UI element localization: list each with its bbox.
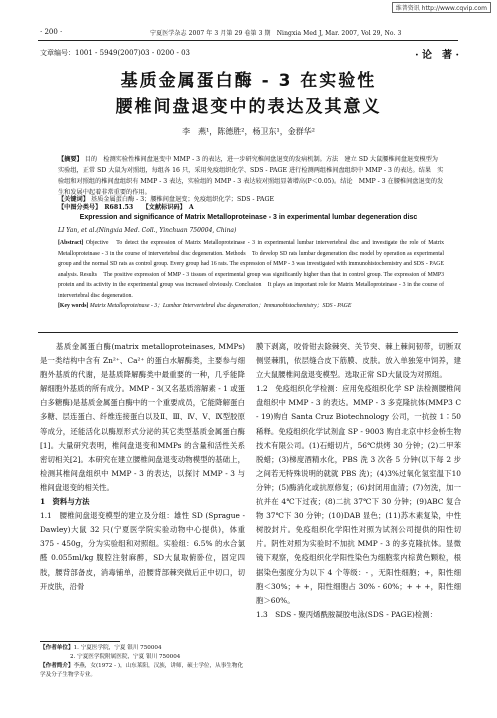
section-label: · 论 著 · [415, 50, 459, 61]
author-bio-label: 【作者简介】 [40, 663, 74, 669]
author-unit-2: 2. 宁夏医学院附属医院，宁夏 银川 750004 [70, 654, 181, 660]
intro-paragraph: 基质金属蛋白酶(matrix metalloproteinases, MMPs)是一类结构中含有 Zn²⁺、Ca²⁺ 的蛋白水解酶类，主要参与细胞外基质的代谢，是基质降解酶类中最重要的一种，几乎能降解细胞外基质的所有成分。MMP - 3(又名基质溶解素 - 1 或蛋白多糖酶)是基质金属蛋白酶中的一个重要成员，它能降解蛋白多糖、层连蛋白、纤维连接蛋白以及Ⅱ、Ⅲ、Ⅳ、Ⅴ、Ⅸ型胶原等成分，还能活化以酶原形式分泌的其它类型基质金属蛋白酶[1]。大量研究表明，椎间盘退变和MMPs 的含量和活性关系密切相关[2]。本研究在建立腰椎间盘退变动物模型的基础上，检测其椎间盘组织中 MMP - 3 的表达，以探讨 MMP - 3 与椎间盘退变的相关性。 [40, 342, 245, 492]
title-line-2: 腰椎间盘退变中的表达及其意义 [115, 97, 382, 117]
subsection-1-1 [40, 509, 245, 594]
author-unit-label: 【作者单位】 [40, 645, 74, 651]
header-rule [38, 40, 458, 41]
title-line-1: 基质金属蛋白酶 - 3 在实验性 [120, 71, 377, 91]
keywords-cn-label: 【关键词】 [58, 196, 89, 203]
section-heading-1: 1 资料与方法 [40, 497, 90, 507]
english-abstract-text: Objective To detect the expression of Matrix Metalloproteinase - 3 in experimental lumbar intervertebral disc and investigate the role of Matrix Metalloproteinase - 3 in the course of intervertebral disc degeneration. Methods To develop SD rats lumbar degeneration disc model by operation as experimental group and the normal SD rats as control group. Every group had 16 rats. The expression of MMP - 3 was investigated with immunohistochemistry and SDS - PAGE analysis. Results The positive expression of MMP - 3 tissues of experimental group was significantly higher than that in control group. The expression of MMP3 protein and its activity in the experimental group was increased obviously. Conclusion It plays an important role for Matrix Metalloproteinase - 3 in the course of intervertebral disc degeneration. [58, 240, 445, 299]
body-right-column [256, 340, 461, 622]
footnotes [40, 644, 245, 680]
english-keywords-label: [Key words] [58, 303, 89, 309]
subsection-1-1-text: 雄性 SD (Sprague - Dawley)大鼠 32 只(宁夏医学院实验动物中心提供)，体重 375 - 450g，分为实验组和对照组。实验组：6.5% 的水合氯醛 0.055ml/kg 腹腔注射麻醉，SD大鼠取俯卧位，固定四肢，腰背部备皮，消毒铺单，沿腰背部棘突做后正中切口，切开皮肤，沿骨 [40, 511, 245, 591]
classification: 【中图分类号】 R681.53 【文献标识码】 A [58, 204, 194, 211]
subsection-1-1-heading: 1.1 腰椎间盘退变模型的建立及分组： [40, 511, 175, 521]
author-unit-1: 1. 宁夏医学院，宁夏 银川 750004 [73, 645, 162, 651]
right-first-paragraph: 膜下剥离，咬骨钳去除棘突、关节突、棘上棘间韧带，切断双侧竖棘肌，依层缝合皮下筋膜、皮肤。放入单独笼中饲养，建立大鼠腰椎间盘退变模型。选取正常 SD大鼠设为对照组。 [256, 342, 461, 380]
abstract-cn-label: 【摘要】 [58, 156, 83, 163]
english-abstract [58, 238, 444, 312]
english-keywords-text: Matrix Metalloproteinase - 3；Lumbar Intervertebral disc degeneration；Immunohistochemistry；SDS - PAGE [89, 303, 352, 309]
article-number: 文章编号：1001 - 5949(2007)03 - 0200 - 03 [40, 49, 190, 57]
authors: 李 燕¹，陈德胜²，杨卫东¹，金群华² [182, 127, 315, 136]
abstract-cn-text: 目的 检测实验性椎间盘退变中 MMP - 3 的表达，进一步研究椎间盘退变的发病机制。方法 建立 SD 大鼠腰椎间盘退变模型为实验组，正常 SD 大鼠为对照组，每组各 16 只，采用免疫组织化学、SDS - PAGE 进行检测两组椎间盘组织中 MMP - 3 的表达。结果 实验组和对照组的椎间盘组织有 MMP - 3 表达，实验组的 MMP - 3 表达较对照组显著增高(P＜0.05)。结论 MMP - 3 在腰椎间盘退变的发生和发展中起着非常重要的作用。 [58, 156, 444, 196]
english-title: Expression and significance of Matrix Metalloproteinase - 3 in experimental lumbar degeneration disc [79, 214, 418, 221]
footnote-rule [40, 641, 120, 642]
abstract-cn [58, 154, 444, 198]
subsection-1-3-heading: 1.3 SDS - 聚丙烯酰胺凝胶电泳(SDS - PAGE)检测： [256, 609, 438, 619]
running-head: 宁夏医学杂志 2007 年 3 月第 29 卷第 3 期 Ningxia Med J, Mar. 2007, Vol 29, No. 3 [150, 30, 402, 37]
english-abstract-label: [Abstract] [58, 240, 84, 246]
keywords-cn-text: 基质金属蛋白酶 - 3；腰椎间盘退变；免疫组织化学；SDS - PAGE [90, 196, 274, 203]
english-author: LI Yan, et al.(Ningxia Med. Coll., Yinchuan 750004, China) [58, 227, 237, 234]
page-number: · 200 · [40, 28, 63, 36]
subsection-1-2-heading: 1.2 免疫组织化学检测： [256, 384, 343, 394]
subsection-1-2 [256, 382, 461, 608]
author-bio: 李燕，女(1972 - )，山东莱阳，汉族，讲师，硕士学位，从事生物化学及分子生物学专业。 [40, 663, 244, 678]
subsection-1-2-text: 应用免疫组织化学 SP 法检测腰椎间盘组织中 MMP - 3 的表达。MMP - 3 多克隆抗体(MMP3 C - 19)购自 Santa Cruz Biotechnology 公司，一抗按 1∶50 稀释。免疫组织化学试剂盒 SP - 9003 购自北京中杉金桥生物技术有限公司。(1)石蜡切片，56℃烘烤 30 分钟；(2)二甲苯脱蜡；(3)梯度酒精水化，PBS 洗 3 次各 5 分钟(以下每 2 步之间若无特殊说明的就就 PBS 洗)；(4)3%过氧化氢室温下10 分钟；(5)酶消化或抗原修复；(6)封闭用血清；(7)勿洗，加一抗并在 4℃下过夜；(8)二抗 37℃下 30 分钟；(9)ABC 复合物 37℃下 30 分钟；(10)DAB 显色；(11)苏木素复染，中性树胶封片。免疫组织化学阳性对照为试剂公司提供的阳性切片。阴性对照为实验时不加抗 MMP - 3 的多克隆抗体。显微镜下观察，免疫组织化学阳性染色为细胞浆内棕黄色颗粒，根据染色强度分为以下 4 个等级：- ，无阳性细胞；+，阳性细胞＜30%；+ +，阳性细胞占 30% - 60%；+ + +，阳性细胞＞60%。 [256, 384, 461, 605]
body-left-column [40, 340, 245, 594]
watermark: 维普资讯 http://www.cqvip.com [392, 2, 491, 13]
abstract-rule [38, 332, 458, 333]
